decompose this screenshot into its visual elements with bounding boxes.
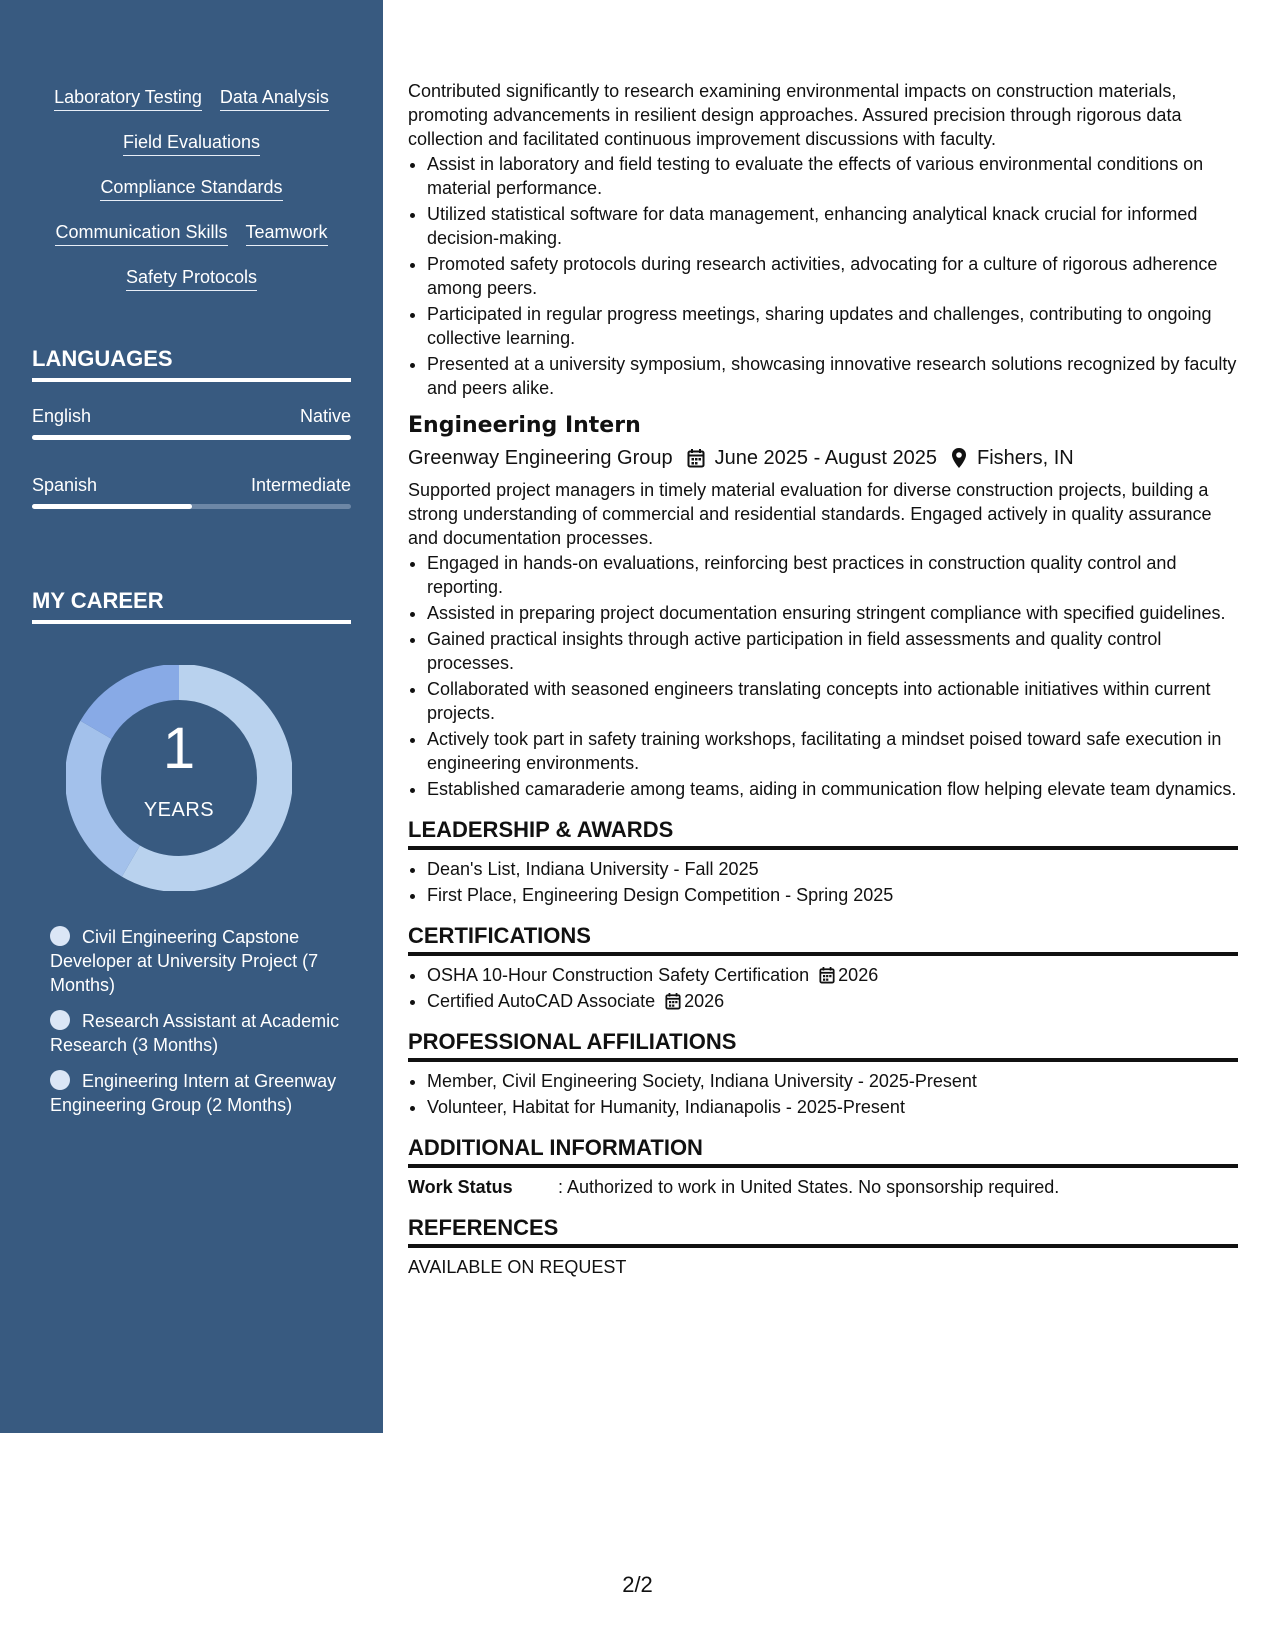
skill-row bbox=[32, 266, 351, 311]
job-meta bbox=[408, 444, 1238, 472]
section-heading-certifications: CERTIFICATIONS bbox=[408, 923, 1238, 956]
skill-tag: Field Evaluations bbox=[123, 131, 260, 156]
list-item: • Member, Civil Engineering Society, Indiana University - 2025-Present bbox=[427, 1069, 1238, 1093]
section-heading-additional: ADDITIONAL INFORMATION bbox=[408, 1135, 1238, 1168]
bullet-dot-icon bbox=[50, 1070, 70, 1090]
skill-row bbox=[32, 131, 351, 176]
calendar-icon bbox=[687, 448, 705, 468]
section-heading-references: REFERENCES bbox=[408, 1215, 1238, 1248]
bullet-dot-icon bbox=[50, 1010, 70, 1030]
career-item bbox=[50, 1009, 340, 1057]
language-name: English bbox=[32, 406, 92, 426]
career-list bbox=[50, 925, 340, 1129]
work-status-row bbox=[408, 1175, 1238, 1199]
job-summary: Contributed significantly to research examining environmental impacts on construction materials, promoting advancements in resilient design approaches. Assured precision through rigorous data collection and facilitated continuous improvement discussions with faculty. bbox=[408, 81, 1182, 149]
languages-heading: LANGUAGES bbox=[32, 346, 351, 382]
language-name: Spanish bbox=[32, 475, 98, 495]
main-content bbox=[408, 79, 1238, 1280]
cert-name: OSHA 10-Hour Construction Safety Certification bbox=[427, 965, 810, 985]
list-item bbox=[427, 963, 1238, 987]
skill-tag: Safety Protocols bbox=[126, 266, 257, 291]
job-summary: Supported project managers in timely material evaluation for diverse construction projects, building a strong understanding of commercial and residential standards. Engaged actively in quality assurance and documentation processes. bbox=[408, 480, 1212, 548]
job-location: Fishers, IN bbox=[977, 447, 1074, 469]
job-bullets bbox=[408, 152, 1238, 400]
career-heading: MY CAREER bbox=[32, 588, 351, 624]
list-item: • Presented at a university symposium, showcasing innovative research solutions recognized by faculty and peers alike. bbox=[427, 352, 1238, 400]
skill-tag: Laboratory Testing bbox=[54, 86, 202, 111]
references-text: AVAILABLE ON REQUEST bbox=[408, 1257, 627, 1277]
career-item-text: Civil Engineering Capstone Developer at University Project (7 Months) bbox=[50, 927, 319, 995]
calendar-icon bbox=[665, 992, 681, 1010]
section-heading-affiliations: PROFESSIONAL AFFILIATIONS bbox=[408, 1029, 1238, 1062]
list-item: • Actively took part in safety training workshops, facilitating a mindset poised toward safe execution in engineering environments. bbox=[427, 727, 1238, 775]
cert-name: Certified AutoCAD Associate bbox=[427, 991, 656, 1011]
language-bar bbox=[32, 504, 351, 509]
certifications-list bbox=[408, 963, 1238, 1013]
career-item-text: Engineering Intern at Greenway Engineering Group (2 Months) bbox=[50, 1071, 337, 1115]
affiliations-list bbox=[408, 1069, 1238, 1119]
skill-tag: Compliance Standards bbox=[100, 176, 282, 201]
work-status-label: Work Status bbox=[408, 1177, 513, 1197]
list-item: • Participated in regular progress meetings, sharing updates and challenges, contributing to ongoing collective learning. bbox=[427, 302, 1238, 350]
section-heading-leadership: LEADERSHIP & AWARDS bbox=[408, 817, 1238, 850]
list-item: • Established camaraderie among teams, aiding in communication flow helping elevate team dynamics. bbox=[427, 777, 1238, 801]
language-level: Intermediate bbox=[250, 475, 351, 495]
page-number: 2/2 bbox=[622, 1572, 653, 1597]
sidebar bbox=[0, 0, 383, 1433]
list-item: • Collaborated with seasoned engineers translating concepts into actionable initiatives within current projects. bbox=[427, 677, 1238, 725]
work-status-value: : Authorized to work in United States. No sponsorship required. bbox=[558, 1177, 1060, 1197]
skills-list bbox=[32, 86, 351, 311]
language-level: Native bbox=[299, 406, 351, 426]
location-pin-icon bbox=[951, 447, 967, 469]
list-item: • Engaged in hands-on evaluations, reinforcing best practices in construction quality control and reporting. bbox=[427, 551, 1238, 599]
language-bar bbox=[32, 435, 351, 440]
career-item bbox=[50, 1069, 340, 1117]
language-bar-fill bbox=[32, 435, 351, 440]
career-item bbox=[50, 925, 340, 997]
cert-year: 2026 bbox=[838, 965, 879, 985]
language-item bbox=[32, 474, 351, 509]
list-item: • First Place, Engineering Design Competition - Spring 2025 bbox=[427, 883, 1238, 907]
list-item bbox=[427, 989, 1238, 1013]
list-item: • Utilized statistical software for data management, enhancing analytical knack crucial for informed decision-making. bbox=[427, 202, 1238, 250]
skill-tag: Teamwork bbox=[246, 221, 328, 246]
bullet-dot-icon bbox=[50, 926, 70, 946]
skill-row bbox=[32, 176, 351, 221]
career-item-text: Research Assistant at Academic Research (3 Months) bbox=[50, 1011, 340, 1055]
language-item bbox=[32, 405, 351, 440]
list-item: • Promoted safety protocols during research activities, advocating for a culture of rigorous adherence among peers. bbox=[427, 252, 1238, 300]
career-donut-chart bbox=[66, 665, 292, 891]
skill-tag: Communication Skills bbox=[55, 221, 227, 246]
cert-year: 2026 bbox=[684, 991, 725, 1011]
career-total: 1 bbox=[162, 716, 196, 781]
job-title: Engineering Intern bbox=[408, 413, 641, 438]
job-bullets bbox=[408, 551, 1238, 801]
calendar-icon bbox=[819, 966, 835, 984]
list-item: • Volunteer, Habitat for Humanity, Indianapolis - 2025-Present bbox=[427, 1095, 1238, 1119]
language-bar-fill bbox=[32, 504, 192, 509]
leadership-list bbox=[408, 857, 1238, 907]
skill-tag: Data Analysis bbox=[220, 86, 329, 111]
career-unit: YEARS bbox=[143, 799, 215, 821]
job-dates: June 2025 - August 2025 bbox=[714, 447, 938, 469]
list-item: • Assist in laboratory and field testing to evaluate the effects of various environmental conditions on material performance. bbox=[427, 152, 1238, 200]
list-item: • Dean's List, Indiana University - Fall 2025 bbox=[427, 857, 1238, 881]
skill-row bbox=[32, 86, 351, 131]
list-item: • Gained practical insights through active participation in field assessments and quality control processes. bbox=[427, 627, 1238, 675]
list-item: • Assisted in preparing project documentation ensuring stringent compliance with specified guidelines. bbox=[427, 601, 1238, 625]
skill-row bbox=[32, 221, 351, 266]
job-company: Greenway Engineering Group bbox=[408, 447, 673, 469]
